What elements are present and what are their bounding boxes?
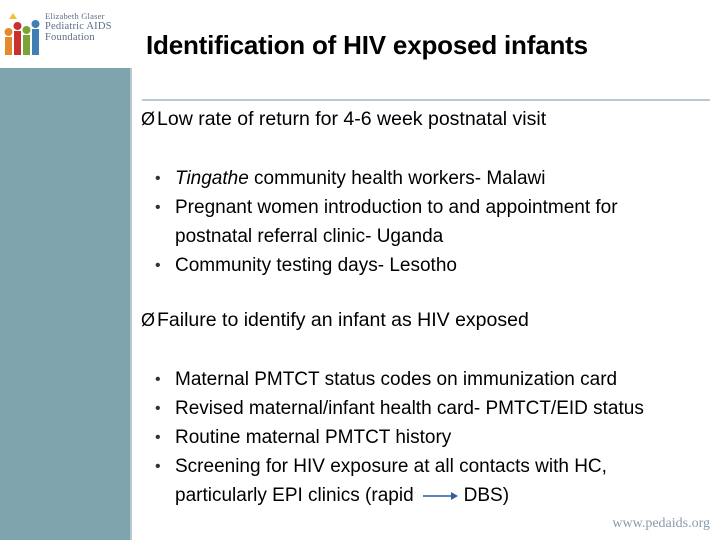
list-item-text: Maternal PMTCT status codes on immunization card xyxy=(175,369,618,390)
logo-line-1: Elizabeth Glaser xyxy=(45,11,105,21)
foundation-logo-icon xyxy=(3,9,43,57)
logo-line-2: Pediatric AIDS xyxy=(45,20,112,32)
logo-text xyxy=(45,12,130,43)
list-item xyxy=(155,164,618,193)
list-item xyxy=(155,365,644,394)
section-2-list xyxy=(155,365,644,510)
list-item-text: Routine maternal PMTCT history xyxy=(175,427,452,448)
list-item-text: DBS) xyxy=(463,485,510,506)
arrow-bullet-icon: Ø xyxy=(141,310,156,330)
bullet-dot-icon: • xyxy=(155,400,161,417)
list-item-continuation xyxy=(155,481,644,510)
list-item xyxy=(155,251,618,280)
logo-line-3: Foundation xyxy=(45,31,95,43)
title-rule xyxy=(142,99,710,101)
bullet-dot-icon: • xyxy=(155,170,161,187)
list-item-continuation: postnatal referral clinic- Uganda xyxy=(175,226,444,247)
section-1-list xyxy=(155,164,618,280)
list-item-text: Community testing days- Lesotho xyxy=(175,255,457,276)
list-item xyxy=(155,423,644,452)
list-item-text: Screening for HIV exposure at all contacts with HC, xyxy=(175,456,607,477)
list-item-text: community health workers- Malawi xyxy=(248,168,546,189)
sidebar xyxy=(0,0,130,540)
teal-side-panel xyxy=(0,68,130,540)
bullet-dot-icon: • xyxy=(155,458,161,475)
bullet-dot-icon: • xyxy=(155,371,161,388)
slide-title: Identification of HIV exposed infants xyxy=(146,30,588,60)
logo xyxy=(0,0,130,68)
list-item xyxy=(155,394,644,423)
panel-divider xyxy=(130,68,132,540)
bullet-dot-icon: • xyxy=(155,257,161,274)
list-item xyxy=(155,193,618,222)
section-1-heading xyxy=(141,108,546,131)
list-item-italic: Tingathe xyxy=(175,168,249,189)
bullet-dot-icon: • xyxy=(155,199,161,216)
bullet-dot-icon: • xyxy=(155,429,161,446)
right-arrow-icon xyxy=(422,490,460,502)
section-2-heading-text: Failure to identify an infant as HIV exposed xyxy=(157,309,529,331)
arrow-bullet-icon: Ø xyxy=(141,109,156,129)
footer-url: www.pedaids.org xyxy=(612,516,710,531)
list-item-text: Pregnant women introduction to and appointment for xyxy=(175,197,618,218)
section-1-heading-text: Low rate of return for 4-6 week postnatal visit xyxy=(157,108,547,130)
section-2-heading xyxy=(141,309,529,332)
list-item-text: Revised maternal/infant health card- PMTCT/EID status xyxy=(175,398,644,419)
list-item xyxy=(155,452,644,481)
list-item-text: particularly EPI clinics (rapid xyxy=(175,485,414,506)
